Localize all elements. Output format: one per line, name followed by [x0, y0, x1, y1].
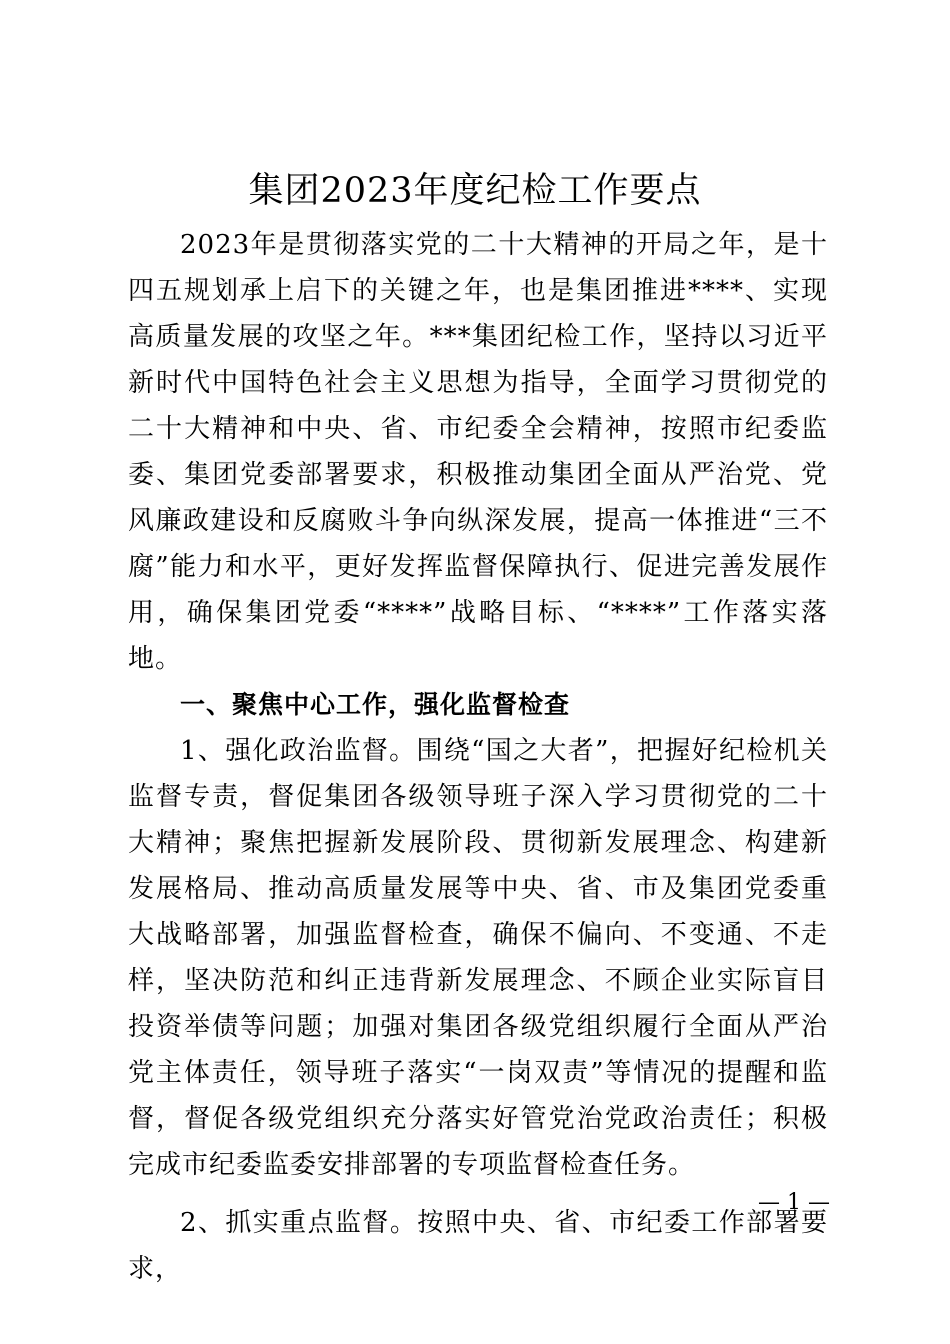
document-title: 集团2023年度纪检工作要点	[248, 171, 702, 211]
item-1-paragraph: 1、强化政治监督。围绕“国之大者”，把握好纪检机关监督专责，督促集团各级领导班子深入学习贯彻党的二十大精神；聚焦把握新发展阶段、贯彻新发展理念、构建新发展格局、推动高质量发展等中央、省、市及集团党委重大战略部署，加强监督检查，确保不偏向、不变通、不走样，坚决防范和纠正违背新发展理念、不顾企业实际盲目投资举债等问题；加强对集团各级党组织履行全面从严治党主体责任，领导班子落实“一岗双责”等情况的提醒和监督，督促各级党组织充分落实好管党治党政治责任；积极完成市纪委监委安排部署的专项监督检查任务。	[128, 736, 828, 1180]
item-2-paragraph: 2、抓实重点监督。按照中央、省、市纪委工作部署要求，	[128, 1208, 828, 1284]
document-body	[128, 222, 828, 1292]
section-heading-1: 一、聚焦中心工作，强化监督检查	[180, 690, 571, 719]
page-number: — 1 —	[758, 1190, 830, 1215]
intro-paragraph: 2023年是贯彻落实党的二十大精神的开局之年，是十四五规划承上启下的关键之年，也是集团推进****、实现高质量发展的攻坚之年。***集团纪检工作，坚持以习近平新时代中国特色社会主义思想为指导，全面学习贯彻党的二十大精神和中央、省、市纪委全会精神，按照市纪委监委、集团党委部署要求，积极推动集团全面从严治党、党风廉政建设和反腐败斗争向纵深发展，提高一体推进“三不腐”能力和水平，更好发挥监督保障执行、促进完善发展作用，确保集团党委“****”战略目标、“****”工作落实落地。	[128, 230, 828, 674]
